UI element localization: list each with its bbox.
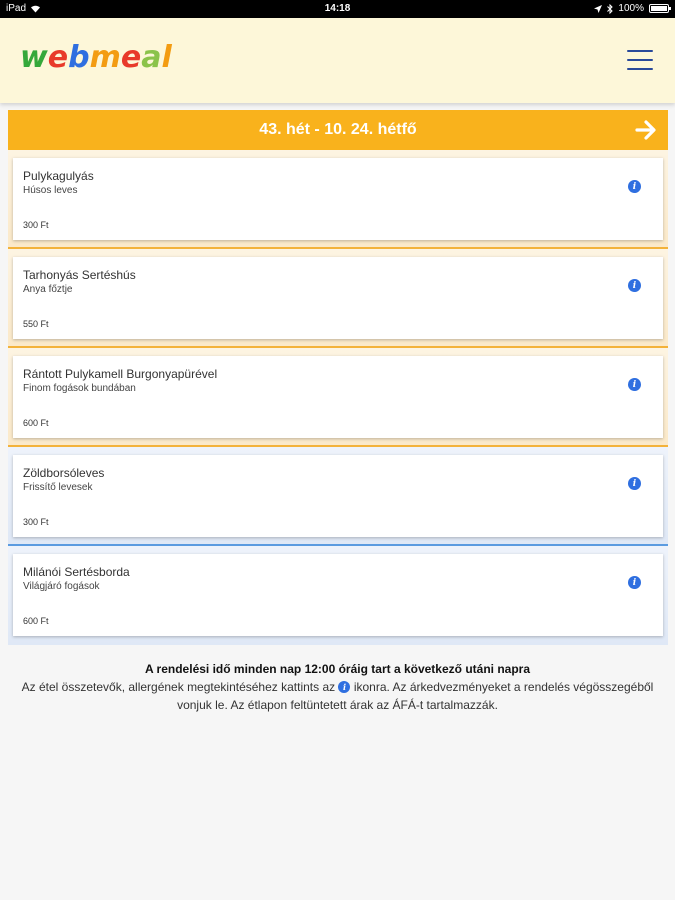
hamburger-icon[interactable] <box>627 50 653 70</box>
menu-section <box>8 447 668 546</box>
device-label: iPad <box>6 3 27 14</box>
info-icon[interactable]: i <box>628 477 641 490</box>
status-time: 14:18 <box>324 3 351 14</box>
footer-info <box>20 660 655 714</box>
menu-item-card[interactable] <box>13 554 663 636</box>
location-icon <box>594 5 602 13</box>
item-name: Tarhonyás Sertéshús <box>23 268 136 282</box>
logo-letter: e <box>47 40 69 75</box>
menu-section <box>8 150 668 249</box>
item-category: Világjáró fogások <box>23 581 100 592</box>
logo-letter: m <box>89 40 121 75</box>
battery-percent: 100% <box>618 3 644 14</box>
logo-letter: a <box>141 40 162 75</box>
logo-letter: e <box>120 40 142 75</box>
item-name: Rántott Pulykamell Burgonyapürével <box>23 367 218 381</box>
day-title: 43. hét - 10. 24. hétfő <box>259 121 417 138</box>
day-bar <box>8 110 668 150</box>
info-icon[interactable]: i <box>628 180 641 193</box>
menu-item-card[interactable] <box>13 257 663 339</box>
item-price: 550 Ft <box>23 319 49 329</box>
info-icon[interactable]: i <box>628 279 641 292</box>
order-time-note: A rendelési idő minden nap 12:00 óráig tart a következő utáni napra <box>145 662 530 676</box>
app-header <box>0 18 675 103</box>
menu-item-card[interactable] <box>13 356 663 438</box>
menu-section <box>8 249 668 348</box>
item-price: 600 Ft <box>23 616 49 626</box>
menu-list <box>8 150 668 645</box>
menu-section <box>8 348 668 447</box>
menu-item-card[interactable] <box>13 455 663 537</box>
status-right <box>594 3 669 14</box>
menu-section <box>8 546 668 645</box>
item-category: Frissítő levesek <box>23 482 93 493</box>
item-price: 300 Ft <box>23 220 49 230</box>
info-icon[interactable]: i <box>628 378 641 391</box>
webmeal-logo[interactable] <box>20 40 172 75</box>
status-bar <box>0 0 675 18</box>
menu-item-card[interactable] <box>13 158 663 240</box>
item-name: Milánói Sertésborda <box>23 565 130 579</box>
item-name: Pulykagulyás <box>23 169 94 183</box>
info-icon: i <box>338 681 350 693</box>
item-name: Zöldborsóleves <box>23 466 105 480</box>
item-category: Finom fogások bundában <box>23 383 136 394</box>
item-category: Húsos leves <box>23 185 78 196</box>
logo-letter: l <box>161 40 172 75</box>
item-price: 600 Ft <box>23 418 49 428</box>
info-icon[interactable]: i <box>628 576 641 589</box>
logo-letter: b <box>68 40 90 75</box>
battery-icon <box>649 4 669 13</box>
logo-letter: w <box>20 40 48 75</box>
arrow-right-icon[interactable] <box>634 118 658 142</box>
item-price: 300 Ft <box>23 517 49 527</box>
bluetooth-icon <box>607 4 613 14</box>
item-category: Anya főztje <box>23 284 73 295</box>
allergen-note: Az étel összetevők, allergének megtekintéséhez kattints az i ikonra. Az árkedvezményeket a rendelés végösszegéből vonjuk le. Az étlapon feltüntetett árak az ÁFÁ-t tartalmazzák. <box>21 680 654 712</box>
